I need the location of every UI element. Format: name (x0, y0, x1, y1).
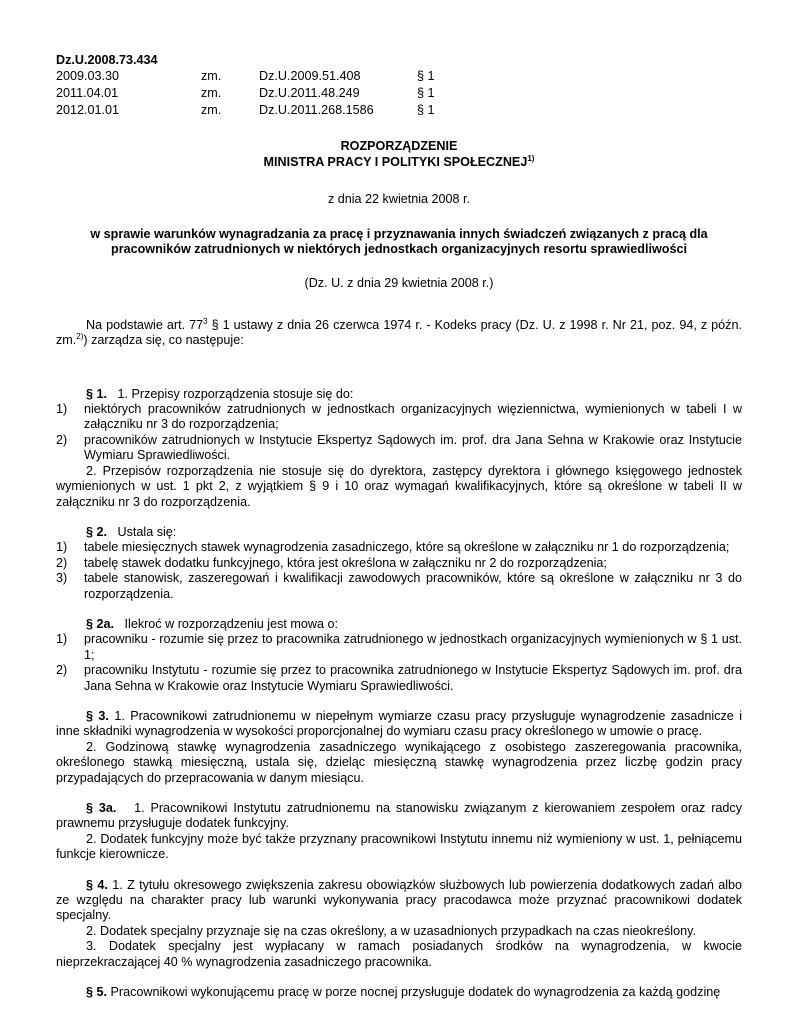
amendment-ref: Dz.U.2009.51.408 (259, 69, 361, 84)
list-item: 1) tabele miesięcznych stawek wynagrodzenia zasadniczego, które są określone w załączniku nr 1 do rozporządzenia; (56, 540, 730, 555)
section-label: § 2a. (86, 616, 115, 631)
preamble: Na podstawie art. $77^3$ § 1 ustawy z dnia 26 czerwca 1974 r. - Kodeks pracy (Dz. U. z 1998 r. Nr 21, poz. 94, z późn. zm.$^{2)}$) zarządza się, co następuje: (56, 316, 742, 348)
amendment-date: 2011.04.01 (56, 86, 119, 101)
amendments-list (56, 68, 742, 119)
section-5: § 5. Pracownikowi wykonującemu pracę w porze nocnej przysługuje dodatek do wynagrodzenia za każdą godzinę (86, 985, 721, 1000)
list-item: 2) tabelę stawek dodatku funkcyjnego, która jest określona w załączniku nr 2 do rozporządzenia; (56, 555, 607, 570)
title-line-1: ROZPORZĄDZENIE (340, 139, 458, 154)
amendment-date: 2012.01.01 (56, 103, 120, 118)
document-id: Dz.U.2008.73.434 (56, 53, 158, 67)
list-item: 2) pracowniku Instytutu - rozumie się przez to pracownika zatrudnionego w Instytucie Ekspertyz Sądowych im. prof. dra Jana Sehna w Krakowie oraz Instytucie Wymiaru Sprawiedliwości. (56, 663, 742, 693)
footnote-ref: 1) (527, 153, 535, 163)
amendment-row (56, 102, 742, 119)
section-label: § 3a. (86, 801, 117, 815)
section-label: § 2. (86, 524, 108, 539)
document-subject: w sprawie warunków wynagradzania za pracę i przyznawania innych świadczeń związanych z pracą dla pracowników zatrudnionych w niektórych jednostkach organizacyjnych resortu sprawiedliwości (90, 226, 708, 257)
section-1: § 1. 1. Przepisy rozporządzenia stosuje się do: 1) niektórych pracowników zatrudnionych w jednostkach organizacyjnych więziennictwa, wymienionych w tabeli I w załączniku nr 3 do rozporządzenia; 2) pracowników zatrudnionych w Instytucie Ekspertyz Sądowych im. prof. dra Jana Sehna w Krakowie oraz Instytucie Wymiaru Sprawiedliwości. 2. Przepisów rozporządzenia nie stosuje się do dyrektora, zastępcy dyrektora i głównego księgowego jednostek wymienionych w ust. 1 pkt 2, z wyjątkiem § 9 i 10 oraz wymagań kwalifikacyjnych, które są określone w tabeli II w załączniku nr 3 do rozporządzenia. (56, 386, 742, 509)
amendment-ref: Dz.U.2011.268.1586 (259, 103, 374, 118)
amendment-ref: Dz.U.2011.48.249 (259, 86, 360, 101)
amendment-type: zm. (201, 86, 222, 101)
section-4: § 4. 1. Z tytułu okresowego zwiększenia zakresu obowiązków służbowych lub powierzenia dodatkowych zadań albo ze względu na charakter pracy lub warunki wykonywania pracy pracodawca może przyznać pracownikowi dodatek specjalny. 2. Dodatek specjalny przyznaje się na czas określony, a w uzasadnionych przypadkach na czas nieokreślony. 3. Dodatek specjalny jest wypłacany w ramach posiadanych środków na wynagrodzenia, w kwocie nieprzekraczającej 40 % wynagrodzenia zasadniczego pracownika. (56, 877, 743, 969)
amendment-paragraph: § 1 (417, 69, 435, 84)
section-3: § 3. 1. Pracownikowi zatrudnionemu w niepełnym wymiarze czasu pracy przysługuje wynagrodzenie zasadnicze i inne składniki wynagrodzenia w wysokości proporcjonalnej do wymiaru czasu pracy określonego w umowie o pracę. 2. Godzinową stawkę wynagrodzenia zasadniczego wynikającego z osobistego zaszeregowania pracownika, określonego stawką miesięczną, ustala się, dzieląc miesięczną stawkę wynagrodzenia przez liczbę godzin pracy przypadających do przepracowania w danym miesiącu. (56, 708, 743, 785)
document-date: z dnia 22 kwietnia 2008 r. (327, 192, 471, 207)
section-label: § 1. (86, 386, 108, 401)
document-page (56, 53, 742, 1000)
amendment-paragraph: § 1 (417, 86, 435, 101)
paragraph: 2. Godzinową stawkę wynagrodzenia zasadniczego wynikającego z osobistego zaszeregowania pracownika, określonego stawką miesięczną, ustala się, dzieląc miesięczną stawkę wynagrodzenia przez liczbę godzin pracy przypadających do przepracowania w danym miesiącu. (56, 739, 742, 785)
paragraph: 3. Dodatek specjalny jest wypłacany w ramach posiadanych środków na wynagrodzenia, w kwocie nieprzekraczającej 40 % wynagrodzenia zasadniczego pracownika. (56, 939, 742, 969)
publication-reference: (Dz. U. z dnia 29 kwietnia 2008 r.) (304, 276, 494, 291)
paragraph: 2. Dodatek specjalny przyznaje się na czas określony, a w uzasadnionych przypadkach na czas nieokreślony. (86, 923, 696, 938)
amendment-date: 2009.03.30 (56, 69, 120, 84)
paragraph: 2. Przepisów rozporządzenia nie stosuje się do dyrektora, zastępcy dyrektora i głównego księgowego jednostek wymienionych w ust. 1 pkt 2, z wyjątkiem § 9 i 10 oraz wymagań kwalifikacyjnych, które są określone w tabeli II w załączniku nr 3 do rozporządzenia. (56, 463, 742, 509)
document-title (56, 139, 742, 170)
amendment-row (56, 68, 742, 85)
section-label: § 5. (86, 985, 108, 1000)
amendment-type: zm. (201, 69, 222, 84)
list-item: 1) niektórych pracowników zatrudnionych w jednostkach organizacyjnych więziennictwa, wymienionych w tabeli I w załączniku nr 3 do rozporządzenia; (56, 402, 742, 432)
section-label: § 3. (86, 708, 109, 723)
paragraph: 2. Dodatek funkcyjny może być także przyznany pracownikowi Instytutu innemu niż wymieniony w ust. 1, pełniącemu funkcje kierownicze. (56, 831, 742, 862)
section-2: § 2. Ustala się: 1) tabele miesięcznych stawek wynagrodzenia zasadniczego, które są określone w załączniku nr 1 do rozporządzenia; 2) tabelę stawek dodatku funkcyjnego, która jest określona w załączniku nr 2 do rozporządzenia; 3) tabele stanowisk, zaszeregowań i kwalifikacji zawodowych pracowników, które są określone w załączniku nr 3 do rozporządzenia. (56, 524, 742, 601)
list-item: 2) pracowników zatrudnionych w Instytucie Ekspertyz Sądowych im. prof. dra Jana Sehna w Krakowie oraz Instytucie Wymiaru Sprawiedliwości. (56, 432, 742, 463)
list-item: 3) tabele stanowisk, zaszeregowań i kwalifikacji zawodowych pracowników, które są określone w załączniku nr 3 do rozporządzenia. (56, 571, 742, 601)
section-2a: § 2a. Ilekroć w rozporządzeniu jest mowa o: 1) pracowniku - rozumie się przez to pracownika zatrudnionego w jednostkach organizacyjnych wymienionych w § 1 ust. 1; 2) pracowniku Instytutu - rozumie się przez to pracownika zatrudnionego w Instytucie Ekspertyz Sądowych im. prof. dra Jana Sehna w Krakowie oraz Instytucie Wymiaru Sprawiedliwości. (56, 616, 742, 693)
amendment-paragraph: § 1 (417, 103, 435, 118)
section-label: § 4. (86, 877, 108, 892)
section-3a: § 3a. 1. Pracownikowi Instytutu zatrudnionemu na stanowisku związanym z kierowaniem zespołem oraz radcy prawnemu przysługuje dodatek funkcyjny. 2. Dodatek funkcyjny może być także przyznany pracownikowi Instytutu innemu niż wymieniony w ust. 1, pełniącemu funkcje kierownicze. (56, 801, 743, 862)
list-item: 1) pracowniku - rozumie się przez to pracownika zatrudnionego w jednostkach organizacyjnych wymienionych w § 1 ust. 1; (56, 632, 742, 662)
footnote-ref: 2) (76, 332, 84, 342)
amendment-row (56, 85, 742, 102)
title-line-2: MINISTRA PRACY I POLITYKI SPOŁECZNEJ$^{1)}$ (263, 153, 535, 169)
amendment-type: zm. (201, 103, 222, 118)
